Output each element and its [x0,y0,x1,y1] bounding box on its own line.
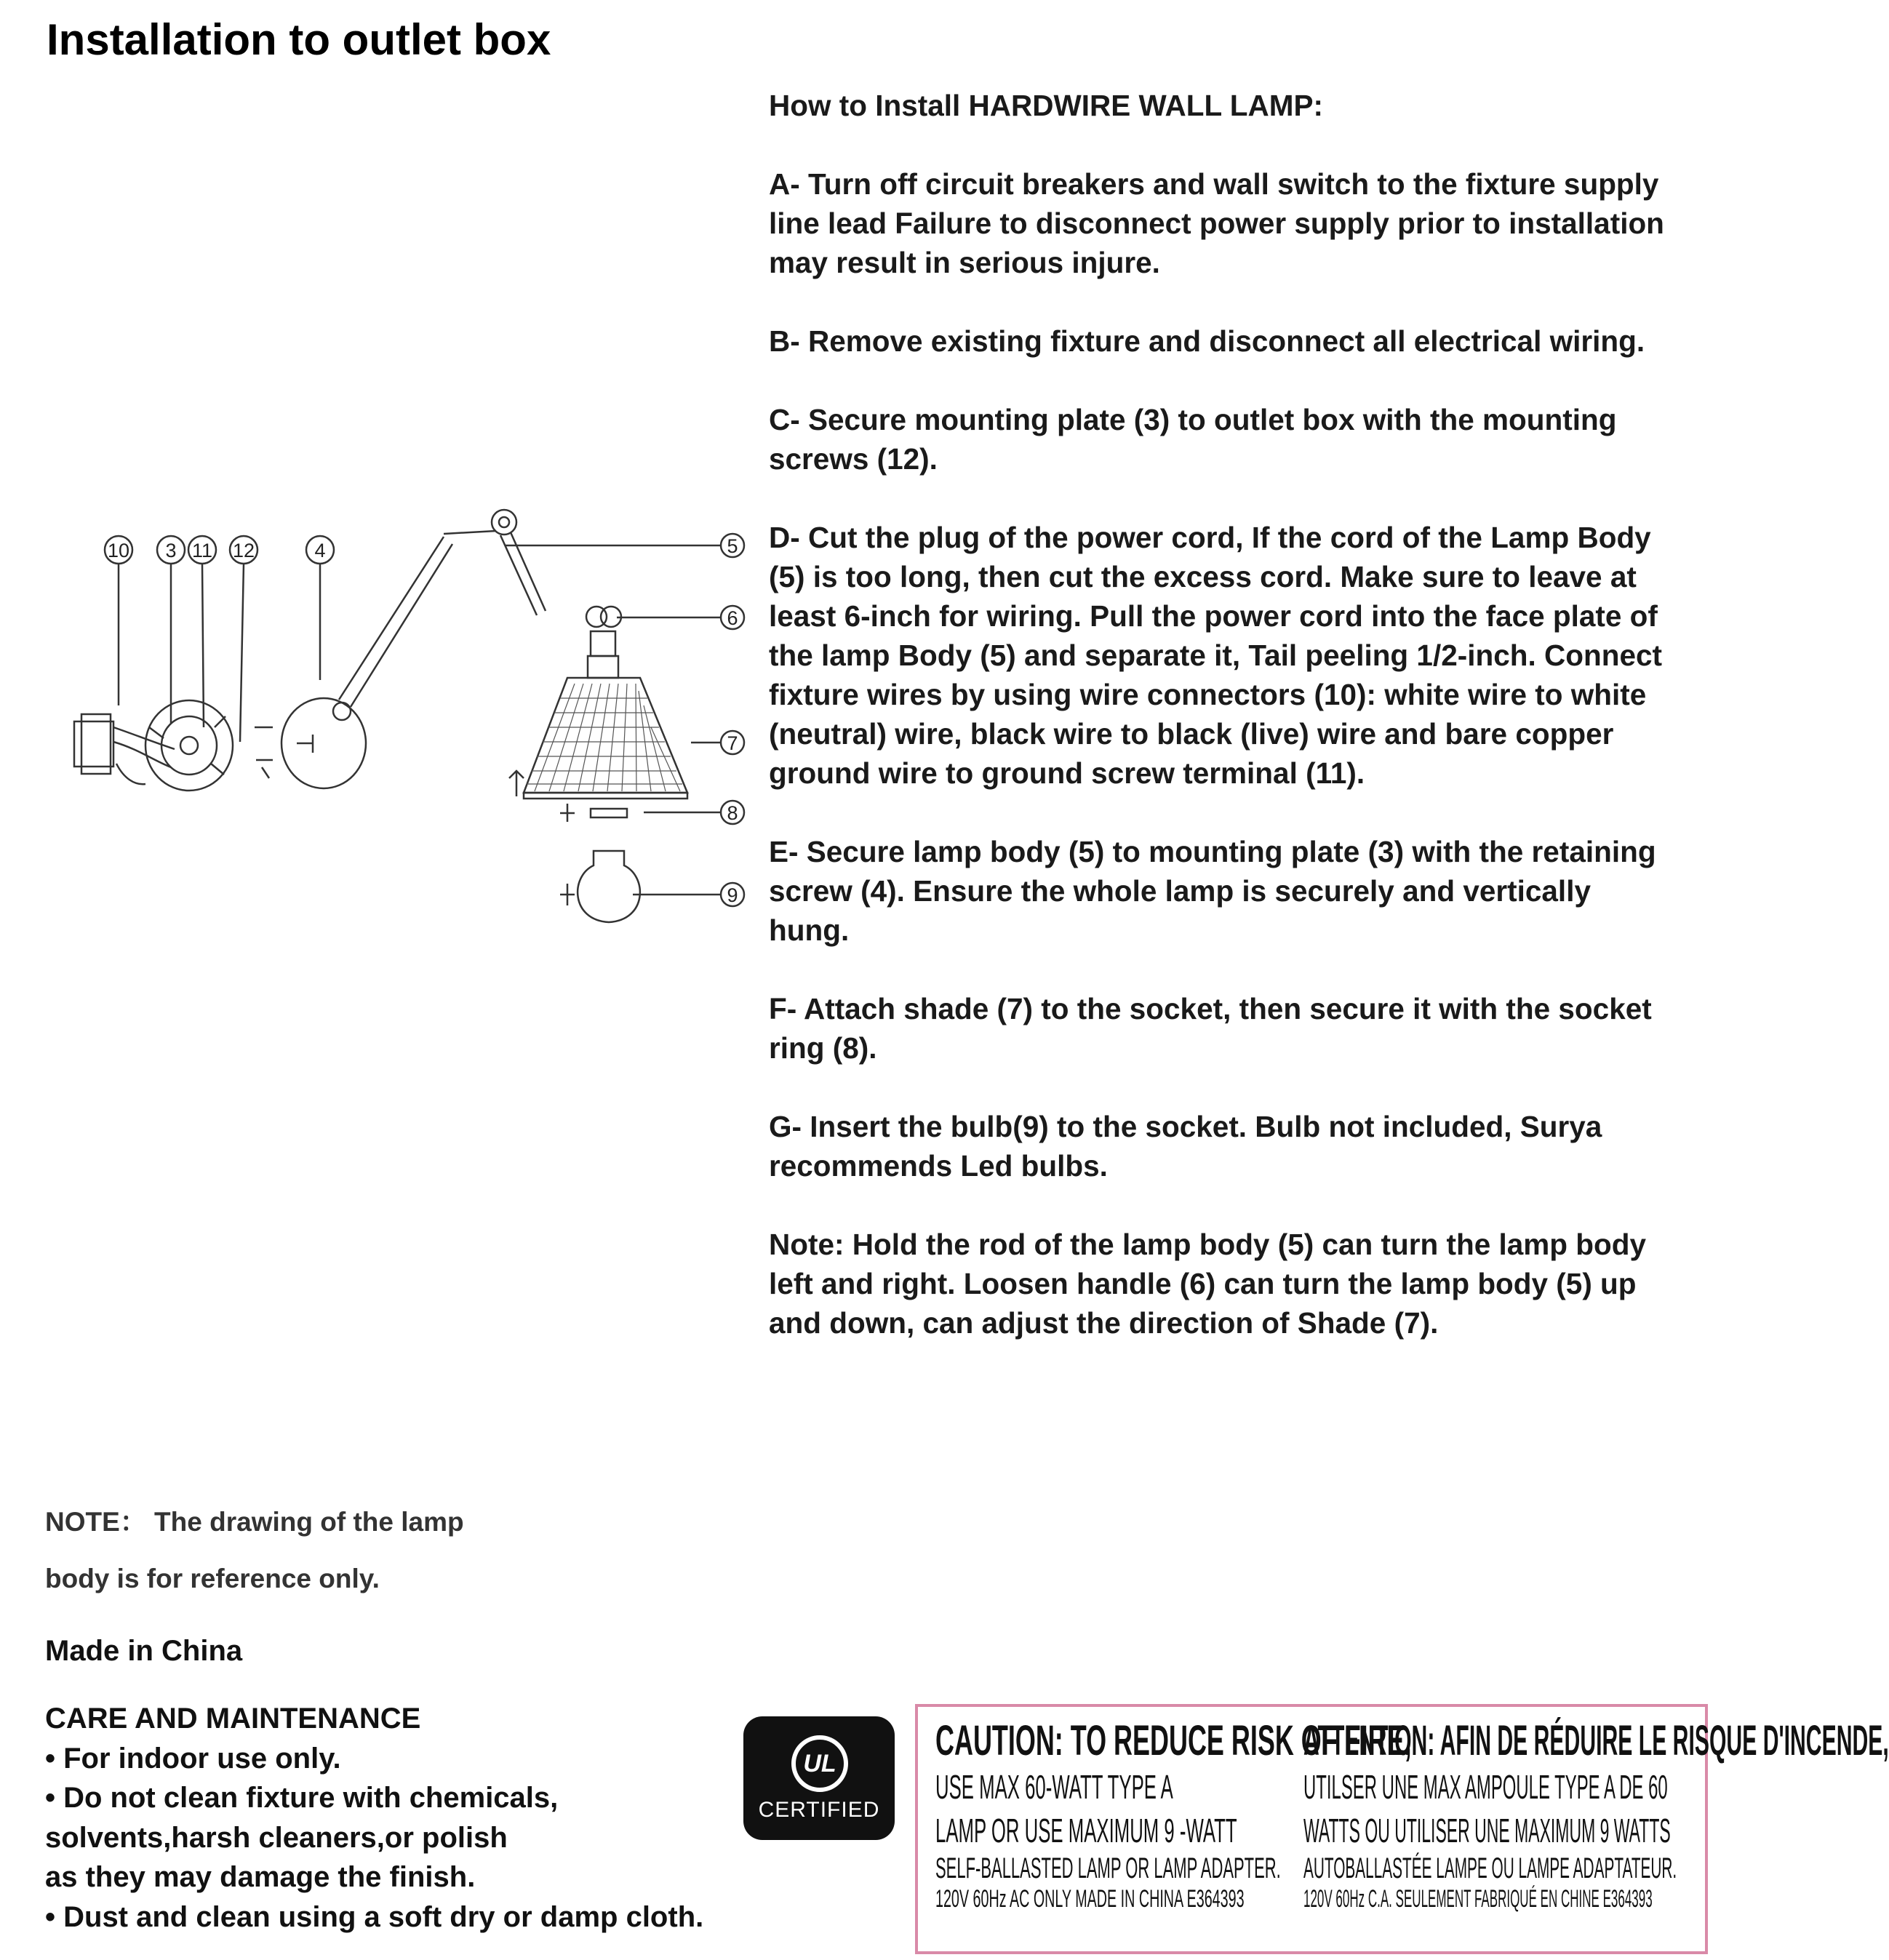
step-a: A- Turn off circuit breakers and wall switch to the fixture supply line lead Failure to disconnect power supply prior to installation may result in serious injure. [769,167,1664,279]
callout-label: 11 [191,540,213,561]
caution-label [915,1704,1889,1954]
step-c: C- Secure mounting plate (3) to outlet box with the mounting screws (12). [769,403,1617,476]
caution-line: AUTOBALLASTÉE LAMPE OU LAMPE ADAPTATEUR. [1303,1852,1677,1884]
caution-line: CAUTION: TO REDUCE RISK OF FIRE, [935,1717,1412,1764]
reference-note-line-1: NOTE： The drawing of the lamp [45,1507,464,1537]
care-line: • Dust and clean using a soft dry or damp cloth. [45,1900,704,1933]
caution-line: ATTENTION: AFIN DE RÉDUIRE LE RISQUE D'INCENDE, [1303,1717,1889,1764]
care-line: as they may damage the finish. [45,1861,476,1893]
caution-english [935,1717,1412,1913]
step-g: G- Insert the bulb(9) to the socket. Bulb not included, Surya recommends Led bulbs. [769,1110,1602,1183]
care-heading: CARE AND MAINTENANCE [45,1703,421,1735]
callout-label: 9 [727,884,738,906]
care-line: • Do not clean fixture with chemicals, [45,1782,559,1814]
care-line: solvents,harsh cleaners,or polish [45,1821,508,1854]
callout-label: 12 [232,540,255,561]
callout-label: 4 [314,540,326,561]
caution-french [1303,1717,1889,1913]
callout-label: 6 [727,607,738,629]
step-b: B- Remove existing fixture and disconnect all electrical wiring. [769,324,1645,358]
callout-label: 10 [107,540,130,561]
step-e: E- Secure lamp body (5) to mounting plate (3) with the retaining screw (4). Ensure the whole lamp is securely and vertically hung. [769,835,1656,947]
ul-certified-text: CERTIFIED [758,1798,880,1822]
page-title: Installation to outlet box [47,15,551,64]
caution-line: 120V 60Hz C.A. SEULEMENT FABRIQUÉ EN CHINE E364393 [1303,1885,1653,1913]
callout-label: 8 [727,802,738,824]
step-d: D- Cut the plug of the power cord, If the cord of the Lamp Body (5) is too long, then cut the excess cord. Make sure to leave at least 6-inch for wiring. Pull the power cord into the face plate of the lamp Body (5) and separate it, Tail peeling 1/2-inch. Connect fixture wires by using wire connectors (10): white wire to white (neutral) wire, black wire to black (live) wire and bare copper ground wire to ground screw terminal (11). [769,521,1662,790]
exploded-lamp-diagram [65,509,764,931]
care-line: • For indoor use only. [45,1742,341,1775]
ul-certified-logo [743,1716,895,1840]
ul-mark: UL [791,1735,848,1792]
callout-label: 7 [727,732,738,754]
instructions-heading: How to Install HARDWIRE WALL LAMP: [769,89,1323,122]
caution-line: UTILSER UNE MAX AMPOULE TYPE A DE 60 [1303,1768,1668,1806]
made-in-label: Made in China [45,1635,243,1667]
reference-note-line-2: body is for reference only. [45,1564,380,1593]
callout-label: 5 [727,535,738,557]
care-section [45,1699,772,1937]
caution-line: WATTS OU UTILISER UNE MAXIMUM 9 WATTS [1303,1812,1671,1849]
caution-line: 120V 60Hz AC ONLY MADE IN CHINA E364393 [935,1885,1245,1913]
caution-line: USE MAX 60-WATT TYPE A [935,1768,1173,1806]
step-f: F- Attach shade (7) to the socket, then secure it with the socket ring (8). [769,992,1652,1065]
adjustment-note: Note: Hold the rod of the lamp body (5) can turn the lamp body left and right. Loosen handle (6) can turn the lamp body (5) up and down, can adjust the direction of Shade (7). [769,1228,1647,1340]
callout-label: 3 [165,540,177,561]
caution-line: LAMP OR USE MAXIMUM 9 -WATT [935,1812,1237,1849]
caution-line: SELF-BALLASTED LAMP OR LAMP ADAPTER. [935,1852,1281,1884]
instructions-block [769,86,1765,1382]
